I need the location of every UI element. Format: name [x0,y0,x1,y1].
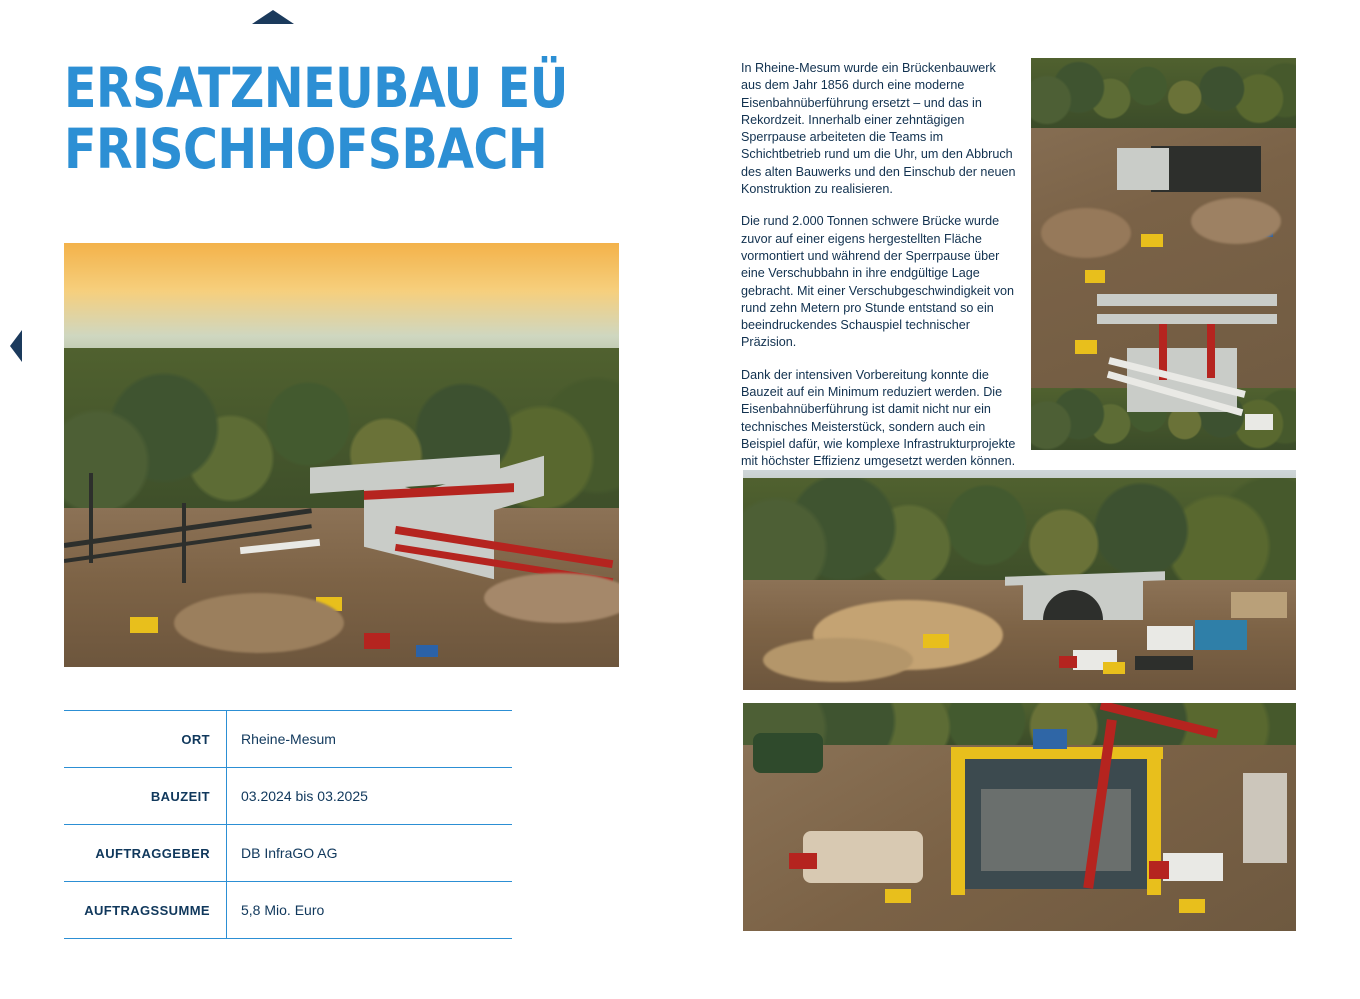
previous-page-arrow-icon[interactable] [10,330,22,362]
fact-label-auftraggeber: AUFTRAGGEBER [64,825,227,882]
aerial-construction-site-image [1031,58,1296,450]
article-paragraph-2: Die rund 2.000 Tonnen schwere Brücke wurde zuvor auf einer eigens hergestellten Fläche vormontiert und während der Sperrpause über eine Verschubbahn in ihre endgültige Lage gebracht. Mit einer Verschubgeschwindigkeit von rund zehn Metern pro Stunde entstand so ein beeindruckendes Schauspiel technischer Präzision. [741,214,1015,350]
aerial-foundation-pit-image [743,703,1296,931]
article-paragraph-1: In Rheine-Mesum wurde ein Brückenbauwerk aus dem Jahr 1856 durch eine moderne Eisenbahnüberführung ersetzt – und das in Rekordzeit. Innerhalb einer zehntägigen Sperrpause arbeiteten die Teams im Schichtbetrieb rund um die Uhr, um den Abbruch des alten Bauwerks und den Einschub der neuen Konstruktion zu realisieren. [741,61,1016,197]
bridge-abutment-panorama-image [743,470,1296,690]
hero-image-bridge-insertion [64,243,619,667]
table-row [64,711,512,768]
project-facts-table [64,710,512,939]
fact-value-auftraggeber: DB InfraGO AG [227,825,513,882]
article-body [741,60,1017,486]
fact-value-auftragssumme: 5,8 Mio. Euro [227,882,513,939]
headline-block [64,58,624,179]
fact-label-bauzeit: BAUZEIT [64,768,227,825]
table-row [64,882,512,939]
scroll-up-arrow-icon[interactable] [252,10,294,24]
page-title-line-1: ERSATZNEUBAU EÜ [64,56,568,120]
page-title [64,58,602,179]
fact-value-bauzeit: 03.2024 bis 03.2025 [227,768,513,825]
fact-label-auftragssumme: AUFTRAGSSUMME [64,882,227,939]
article-paragraph-3: Dank der intensiven Vorbereitung konnte die Bauzeit auf ein Minimum reduziert werden. Die Eisenbahnüberführung ist damit nicht nur ein technisches Meisterstück, sondern auch ein Beispiel dafür, wie komplexe Infrastrukturprojekte mit höchster Effizienz umgesetzt werden können. [741,367,1016,469]
fact-label-ort: ORT [64,711,227,768]
fact-value-ort: Rheine-Mesum [227,711,513,768]
page-title-line-2: FRISCHHOFSBACH [64,116,548,181]
table-row [64,825,512,882]
table-row [64,768,512,825]
